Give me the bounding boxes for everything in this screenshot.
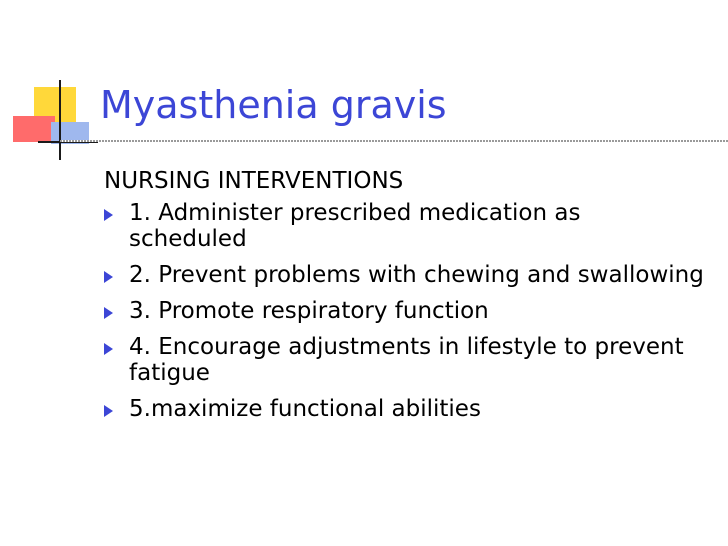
triangle-bullet-icon (104, 405, 113, 417)
triangle-bullet-icon (104, 271, 113, 283)
triangle-bullet-icon (104, 307, 113, 319)
list-item (104, 334, 704, 386)
slide-body (104, 166, 704, 432)
list-item-text: 4. Encourage adjustments in lifestyle to prevent fatigue (129, 334, 684, 386)
colored-squares-logo-icon (0, 0, 110, 170)
logo-red-square (13, 116, 55, 142)
list-item (104, 396, 704, 422)
section-heading: NURSING INTERVENTIONS (104, 168, 404, 194)
title-divider (60, 140, 728, 142)
list-item-text: 2. Prevent problems with chewing and swallowing (129, 262, 704, 288)
triangle-bullet-icon (104, 209, 113, 221)
logo-vertical-line (59, 80, 61, 160)
list-item-text: 3. Promote respiratory function (129, 298, 489, 324)
triangle-bullet-icon (104, 343, 113, 355)
list-item (104, 200, 704, 252)
bullet-list (104, 200, 704, 422)
list-item (104, 262, 704, 288)
list-item-text: 1. Administer prescribed medication as scheduled (129, 200, 581, 252)
list-item-text: 5.maximize functional abilities (129, 396, 481, 422)
list-item (104, 298, 704, 324)
slide-title: Myasthenia gravis (100, 83, 447, 127)
